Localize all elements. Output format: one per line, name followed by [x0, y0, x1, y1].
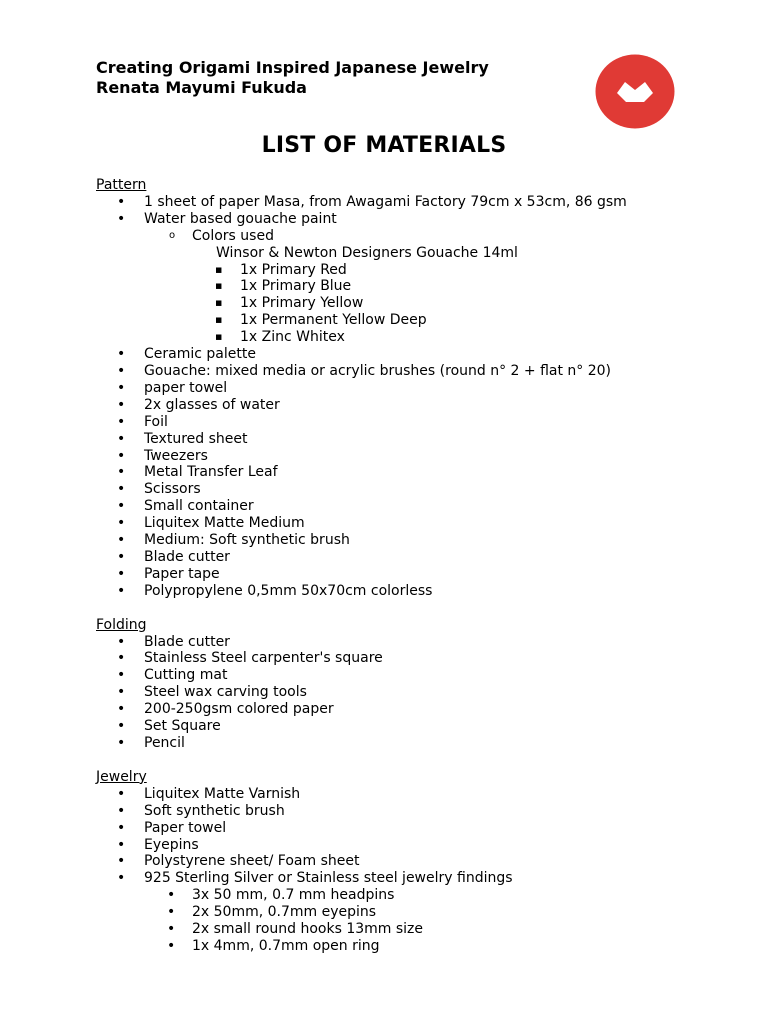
section-heading-folding: Folding	[96, 616, 147, 633]
pattern-list	[96, 194, 728, 600]
course-title: Creating Origami Inspired Japanese Jewelry	[96, 58, 489, 77]
finding-item: • 1x 4mm, 0.7mm open ring	[96, 938, 728, 955]
list-item: • Pencil	[96, 735, 728, 752]
color-item: ▪ 1x Primary Red	[96, 262, 728, 279]
finding-item: • 2x 50mm, 0.7mm eyepins	[96, 904, 728, 921]
folding-list	[96, 634, 728, 752]
list-item: • Soft synthetic brush	[96, 803, 728, 820]
list-item: o Colors used	[96, 228, 728, 245]
list-item: • Set Square	[96, 718, 728, 735]
finding-item: • 2x small round hooks 13mm size	[96, 921, 728, 938]
list-item: • Stainless Steel carpenter's square	[96, 650, 728, 667]
list-item: • Tweezers	[96, 448, 728, 465]
list-item: • Liquitex Matte Varnish	[96, 786, 728, 803]
section-spacer	[96, 752, 728, 769]
list-item: • Water based gouache paint	[96, 211, 728, 228]
author-name: Renata Mayumi Fukuda	[96, 78, 307, 97]
list-item: • Medium: Soft synthetic brush	[96, 532, 728, 549]
list-item: • 2x glasses of water	[96, 397, 728, 414]
list-item: • Paper towel	[96, 820, 728, 837]
list-item: • Ceramic palette	[96, 346, 728, 363]
page-title: LIST OF MATERIALS	[261, 133, 507, 158]
list-item: • Blade cutter	[96, 634, 728, 651]
jewelry-list	[96, 786, 728, 955]
list-item: • Gouache: mixed media or acrylic brushes (round n° 2 + flat n° 20)	[96, 363, 728, 380]
section-heading-jewelry: Jewelry	[96, 768, 147, 785]
finding-item: • 3x 50 mm, 0.7 mm headpins	[96, 887, 728, 904]
list-item: • paper towel	[96, 380, 728, 397]
list-item: • Polystyrene sheet/ Foam sheet	[96, 853, 728, 870]
list-item: • 925 Sterling Silver or Stainless steel jewelry findings	[96, 870, 728, 887]
list-item: • Scissors	[96, 481, 728, 498]
list-item: • Blade cutter	[96, 549, 728, 566]
list-item: • Textured sheet	[96, 431, 728, 448]
list-item: • Steel wax carving tools	[96, 684, 728, 701]
list-item: • Paper tape	[96, 566, 728, 583]
color-item: ▪ 1x Zinc Whitex	[96, 329, 728, 346]
list-item: • Liquitex Matte Medium	[96, 515, 728, 532]
list-item: • Polypropylene 0,5mm 50x70cm colorless	[96, 583, 728, 600]
list-item: • Metal Transfer Leaf	[96, 464, 728, 481]
section-heading-pattern: Pattern	[96, 177, 147, 193]
list-item: • 200-250gsm colored paper	[96, 701, 728, 718]
section-spacer	[96, 600, 728, 617]
red-circle-logo-icon	[595, 54, 675, 129]
color-item: ▪ 1x Primary Blue	[96, 278, 728, 295]
materials-list	[96, 177, 728, 955]
color-item: ▪ 1x Permanent Yellow Deep	[96, 312, 728, 329]
paint-brand: Winsor & Newton Designers Gouache 14ml	[216, 244, 518, 261]
list-item: • Small container	[96, 498, 728, 515]
color-item: ▪ 1x Primary Yellow	[96, 295, 728, 312]
list-item: • Foil	[96, 414, 728, 431]
list-item: • 1 sheet of paper Masa, from Awagami Factory 79cm x 53cm, 86 gsm	[96, 194, 728, 211]
document-header	[96, 58, 489, 98]
list-item: • Eyepins	[96, 837, 728, 854]
list-item: • Cutting mat	[96, 667, 728, 684]
